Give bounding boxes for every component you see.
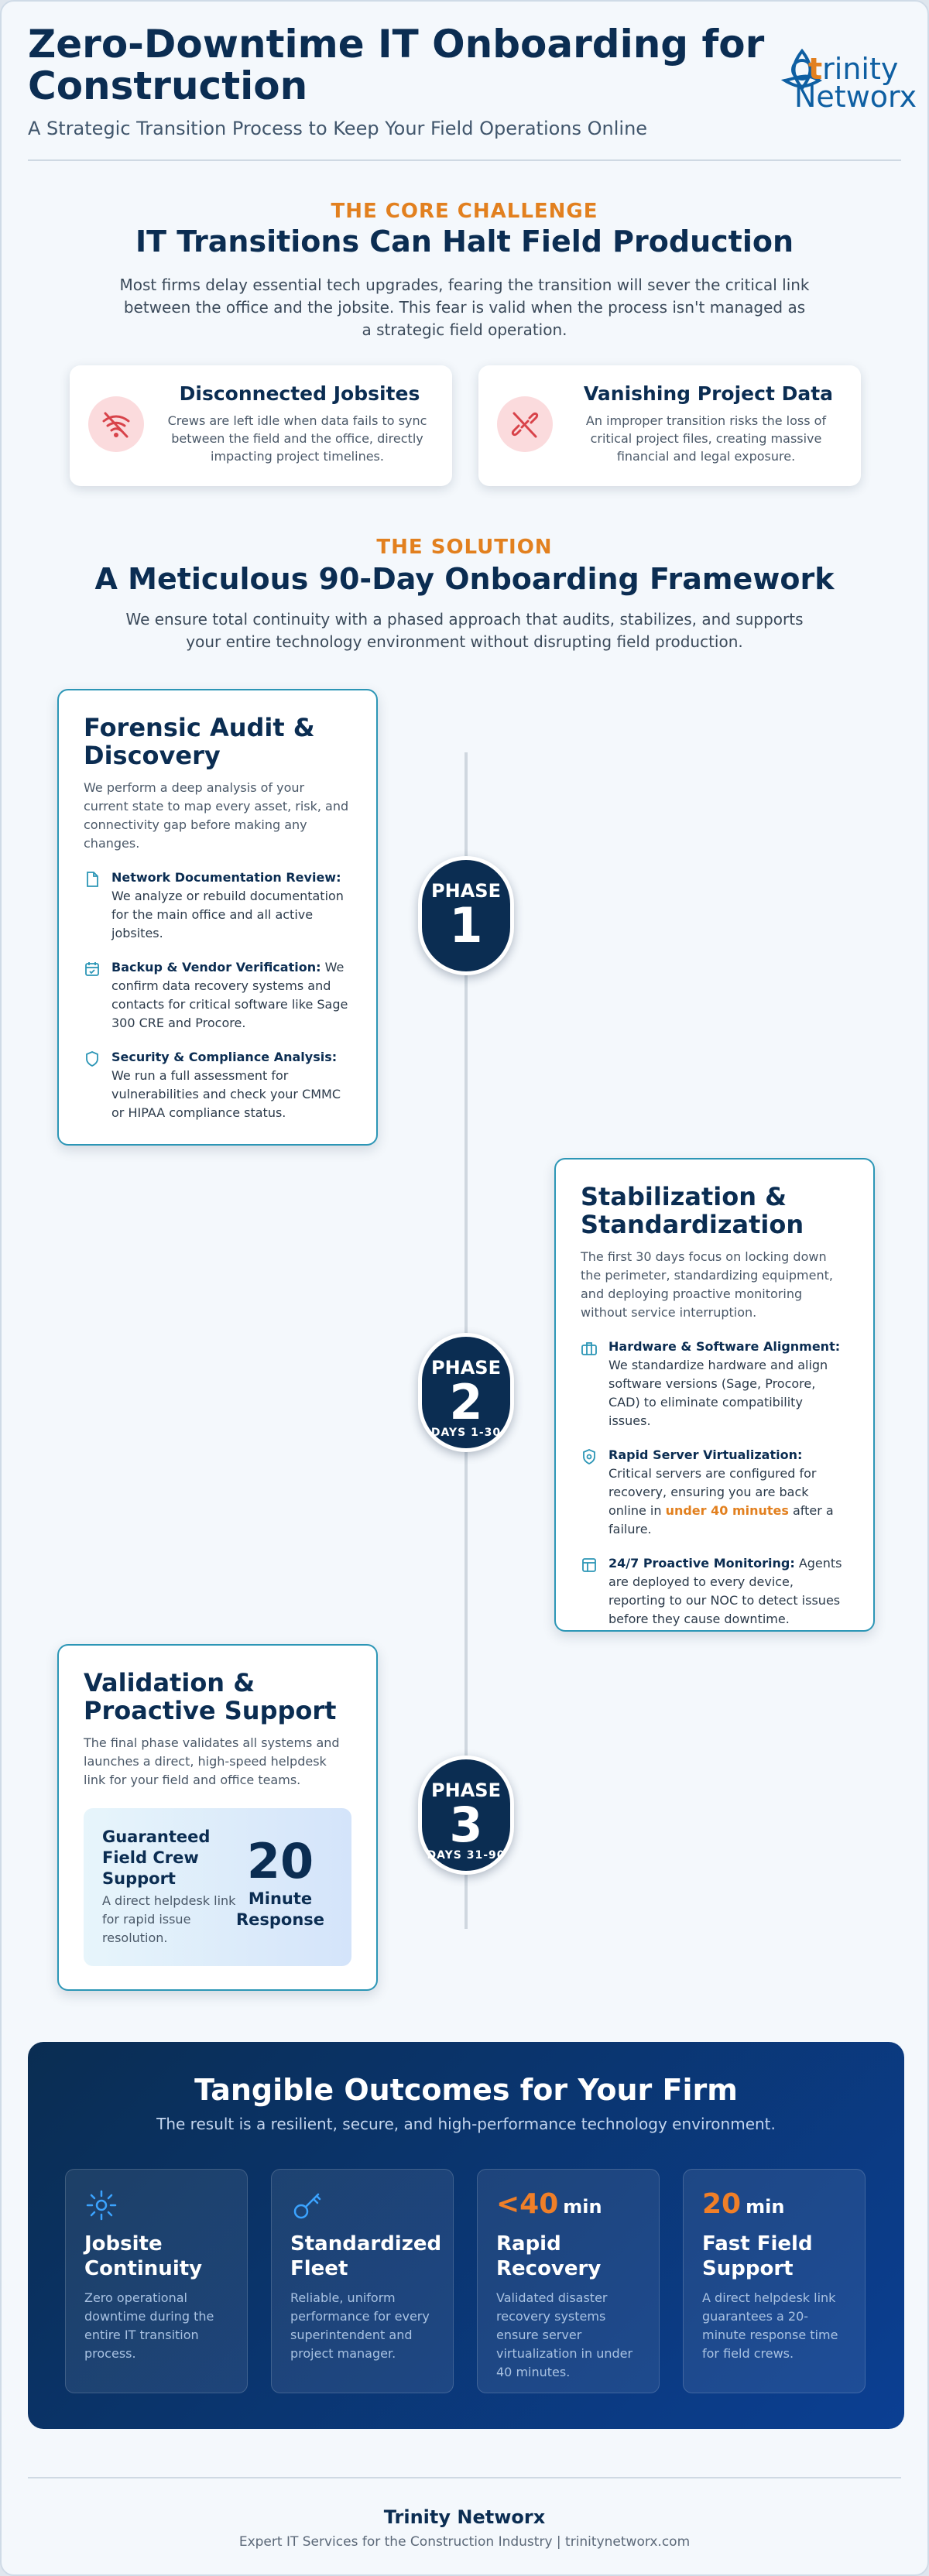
phase-description: The first 30 days focus on locking down the perimeter, standardizing equipment, and deploying proactive monitoring without service interruption.	[581, 1249, 833, 1320]
outcome-label: Standardized Fleet	[290, 2232, 442, 2280]
outcome-text: Zero operational downtime during the entire IT transition process.	[84, 2290, 214, 2361]
challenge-description: Most firms delay essential tech upgrades, fearing the transition will sever the critical link between the office and the jobsite. This fear is valid when the process isn't managed as a strategic field operation.	[119, 276, 810, 339]
phase-1-badge: PHASE 1	[418, 856, 514, 975]
phase-title: Forensic Audit & Discovery	[84, 713, 315, 770]
footer-tagline: Expert IT Services for the Construction Industry | trinitynetworx.com	[238, 2534, 691, 2550]
guarantee-number: 20	[246, 1833, 314, 1889]
phase-description: The final phase validates all systems and launches a direct, high-speed helpdesk link for your field and office teams.	[84, 1735, 340, 1787]
challenge-card-disconnected	[70, 365, 452, 486]
phase-item: Backup & Vendor Verification: We confirm data recovery systems and contacts for critical software like Sage 300 CRE and Procore.	[84, 958, 351, 1033]
outcomes-panel	[28, 2042, 904, 2429]
shield-check-icon	[581, 1448, 598, 1465]
challenge-kicker: THE CORE CHALLENGE	[331, 200, 598, 223]
shield-icon	[84, 1050, 101, 1067]
outcome-card-recovery	[477, 2169, 660, 2393]
challenge-card-title: Disconnected Jobsites	[179, 382, 420, 405]
calendar-check-icon	[84, 961, 101, 978]
phase-2-badge: PHASE 2 DAYS 1-30	[418, 1333, 514, 1452]
toolbox-icon	[581, 1340, 598, 1357]
phase-item: Network Documentation Review: We analyze or rebuild documentation for the main office and all active jobsites.	[84, 868, 351, 943]
challenge-card-title: Vanishing Project Data	[583, 382, 834, 405]
key-icon	[290, 2188, 324, 2222]
challenge-card-text: An improper transition risks the loss of critical project files, creating massive financial and legal exposure.	[585, 413, 827, 464]
outcome-text: Validated disaster recovery systems ensure server virtualization in under 40 minutes.	[496, 2290, 633, 2379]
outcome-card-fleet	[271, 2169, 454, 2393]
logo-text-top: trinity	[808, 52, 899, 86]
recovery-time-highlight: under 40 minutes	[665, 1503, 789, 1518]
outcome-card-field-support	[683, 2169, 866, 2393]
outcome-card-continuity	[65, 2169, 248, 2393]
phase-item: Rapid Server Virtualization: Critical servers are configured for recovery, ensuring you are back online in under 40 minutes after a failure.	[581, 1446, 848, 1539]
solution-title: A Meticulous 90-Day Onboarding Framework	[94, 562, 835, 596]
outcomes-description: The result is a resilient, secure, and high-performance technology environment.	[156, 2115, 776, 2133]
outcome-label: Fast Field Support	[702, 2232, 813, 2280]
phase-2-card	[554, 1158, 875, 1632]
phase-title: Stabilization & Standardization	[581, 1182, 804, 1239]
outcome-label: Rapid Recovery	[496, 2232, 602, 2280]
guarantee-title: Guaranteed Field Crew Support	[102, 1828, 211, 1888]
header	[28, 22, 917, 161]
brand-logo	[777, 46, 917, 116]
logo-text-bottom: Networx	[794, 80, 917, 114]
phase-3-badge: PHASE 3 DAYS 31-90	[418, 1756, 514, 1875]
guarantee-box	[84, 1808, 351, 1966]
phase-description: We perform a deep analysis of your current state to map every asset, risk, and connectivity gap before making any changes.	[84, 780, 349, 851]
outcomes-title: Tangible Outcomes for Your Firm	[194, 2073, 738, 2107]
challenge-card-text: Crews are left idle when data fails to sync between the field and the office, directly impacting project timelines.	[167, 413, 427, 464]
solution-kicker: THE SOLUTION	[376, 536, 553, 559]
outcome-label: Jobsite Continuity	[84, 2232, 203, 2280]
phase-item: Security & Compliance Analysis: We run a full assessment for vulnerabilities and check your CMMC or HIPAA compliance status.	[84, 1048, 351, 1122]
document-icon	[84, 871, 101, 888]
page-subtitle: A Strategic Transition Process to Keep Your Field Operations Online	[28, 118, 648, 139]
footer-company-name: Trinity Networx	[383, 2506, 546, 2528]
guarantee-text: A direct helpdesk link for rapid issue resolution.	[102, 1893, 236, 1945]
page-title: Zero-Downtime IT Onboarding for Construction	[28, 22, 765, 108]
sun-gear-icon	[84, 2188, 118, 2222]
challenge-card-vanishing-data	[478, 365, 861, 486]
outcome-stat: <40 min	[496, 2188, 602, 2220]
outcome-text: Reliable, uniform performance for every superintendent and project manager.	[290, 2290, 430, 2361]
outcome-text: A direct helpdesk link guarantees a 20-minute response time for field crews.	[702, 2290, 838, 2361]
phase-1-card	[57, 689, 378, 1146]
phase-title: Validation & Proactive Support	[84, 1668, 337, 1725]
phase-item: Hardware & Software Alignment: We standardize hardware and align software versions (Sage, Procore, CAD) to eliminate compatibility issues.	[581, 1338, 848, 1430]
dashboard-icon	[581, 1557, 598, 1574]
challenge-title: IT Transitions Can Halt Field Production	[135, 224, 794, 259]
solution-description: We ensure total continuity with a phased approach that audits, stabilizes, and supports your entire technology environment without disrupting field production.	[125, 610, 804, 651]
outcome-stat: 20 min	[702, 2188, 785, 2220]
phase-3-card	[57, 1644, 378, 1991]
phase-item: 24/7 Proactive Monitoring: Agents are deployed to every device, reporting to our NOC to detect issues before they cause downtime.	[581, 1554, 848, 1629]
guarantee-unit: Minute Response	[235, 1889, 325, 1929]
wifi-off-icon	[88, 396, 144, 452]
footer	[28, 2477, 901, 2550]
broken-link-icon	[497, 396, 553, 452]
